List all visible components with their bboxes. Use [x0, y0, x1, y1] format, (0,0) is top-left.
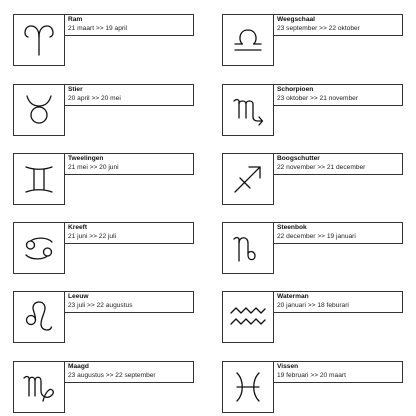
sign-info — [274, 361, 403, 383]
sign-name: Stier — [68, 86, 83, 93]
sign-name: Tweelingen — [68, 155, 104, 162]
sign-card-cancer — [13, 222, 194, 274]
sign-card-sagittarius — [222, 153, 403, 205]
sign-info — [274, 14, 403, 36]
sign-dates: 22 december >> 19 januari — [277, 233, 356, 240]
aries-icon — [13, 14, 65, 66]
sign-name: Kreeft — [68, 224, 88, 231]
gemini-icon — [13, 153, 65, 205]
sign-dates: 21 maart >> 19 april — [68, 25, 128, 32]
sign-dates: 22 november >> 21 december — [277, 164, 366, 171]
pisces-icon — [222, 361, 274, 413]
sign-dates: 20 januari >> 18 feburari — [277, 302, 349, 309]
sign-name: Ram — [68, 16, 83, 23]
sign-info — [274, 291, 403, 313]
sign-card-aquarius — [222, 291, 403, 343]
sign-card-pisces — [222, 361, 403, 413]
sign-info — [274, 84, 403, 106]
sign-info — [65, 291, 194, 313]
taurus-icon — [13, 84, 65, 136]
sign-name: Schorpioen — [277, 86, 314, 93]
sign-name: Weegschaal — [277, 16, 315, 23]
sign-card-leo — [13, 291, 194, 343]
sign-info — [274, 222, 403, 244]
sign-card-aries — [13, 14, 194, 66]
sign-info — [65, 84, 194, 106]
sign-card-libra — [222, 14, 403, 66]
sign-name: Vissen — [277, 363, 299, 370]
sign-info — [274, 153, 403, 175]
libra-icon — [222, 14, 274, 66]
sign-name: Leeuw — [68, 293, 89, 300]
sign-dates: 21 juni >> 22 juli — [68, 233, 117, 240]
sign-dates: 21 mei >> 20 juni — [68, 164, 119, 171]
sign-name: Waterman — [277, 293, 309, 300]
sign-dates: 19 februari >> 20 maart — [277, 372, 346, 379]
sign-card-capricorn — [222, 222, 403, 274]
sagittarius-icon — [222, 153, 274, 205]
sign-card-gemini — [13, 153, 194, 205]
sign-dates: 23 september >> 22 oktober — [277, 25, 360, 32]
sign-dates: 23 oktober >> 21 november — [277, 95, 359, 102]
sign-name: Maagd — [68, 363, 89, 370]
cancer-icon — [13, 222, 65, 274]
aquarius-icon — [222, 291, 274, 343]
leo-icon — [13, 291, 65, 343]
sign-card-taurus — [13, 84, 194, 136]
sign-dates: 23 augustus >> 22 september — [68, 372, 156, 379]
sign-info — [65, 222, 194, 244]
virgo-icon — [13, 361, 65, 413]
sign-info — [65, 14, 194, 36]
scorpio-icon — [222, 84, 274, 136]
sign-dates: 23 juli >> 22 augustus — [68, 302, 133, 309]
sign-dates: 20 april >> 20 mei — [68, 95, 121, 102]
sign-card-scorpio — [222, 84, 403, 136]
capricorn-icon — [222, 222, 274, 274]
sign-info — [65, 361, 194, 383]
sign-info — [65, 153, 194, 175]
sign-name: Boogschutter — [277, 155, 320, 162]
sign-card-virgo — [13, 361, 194, 413]
sign-name: Steenbok — [277, 224, 307, 231]
